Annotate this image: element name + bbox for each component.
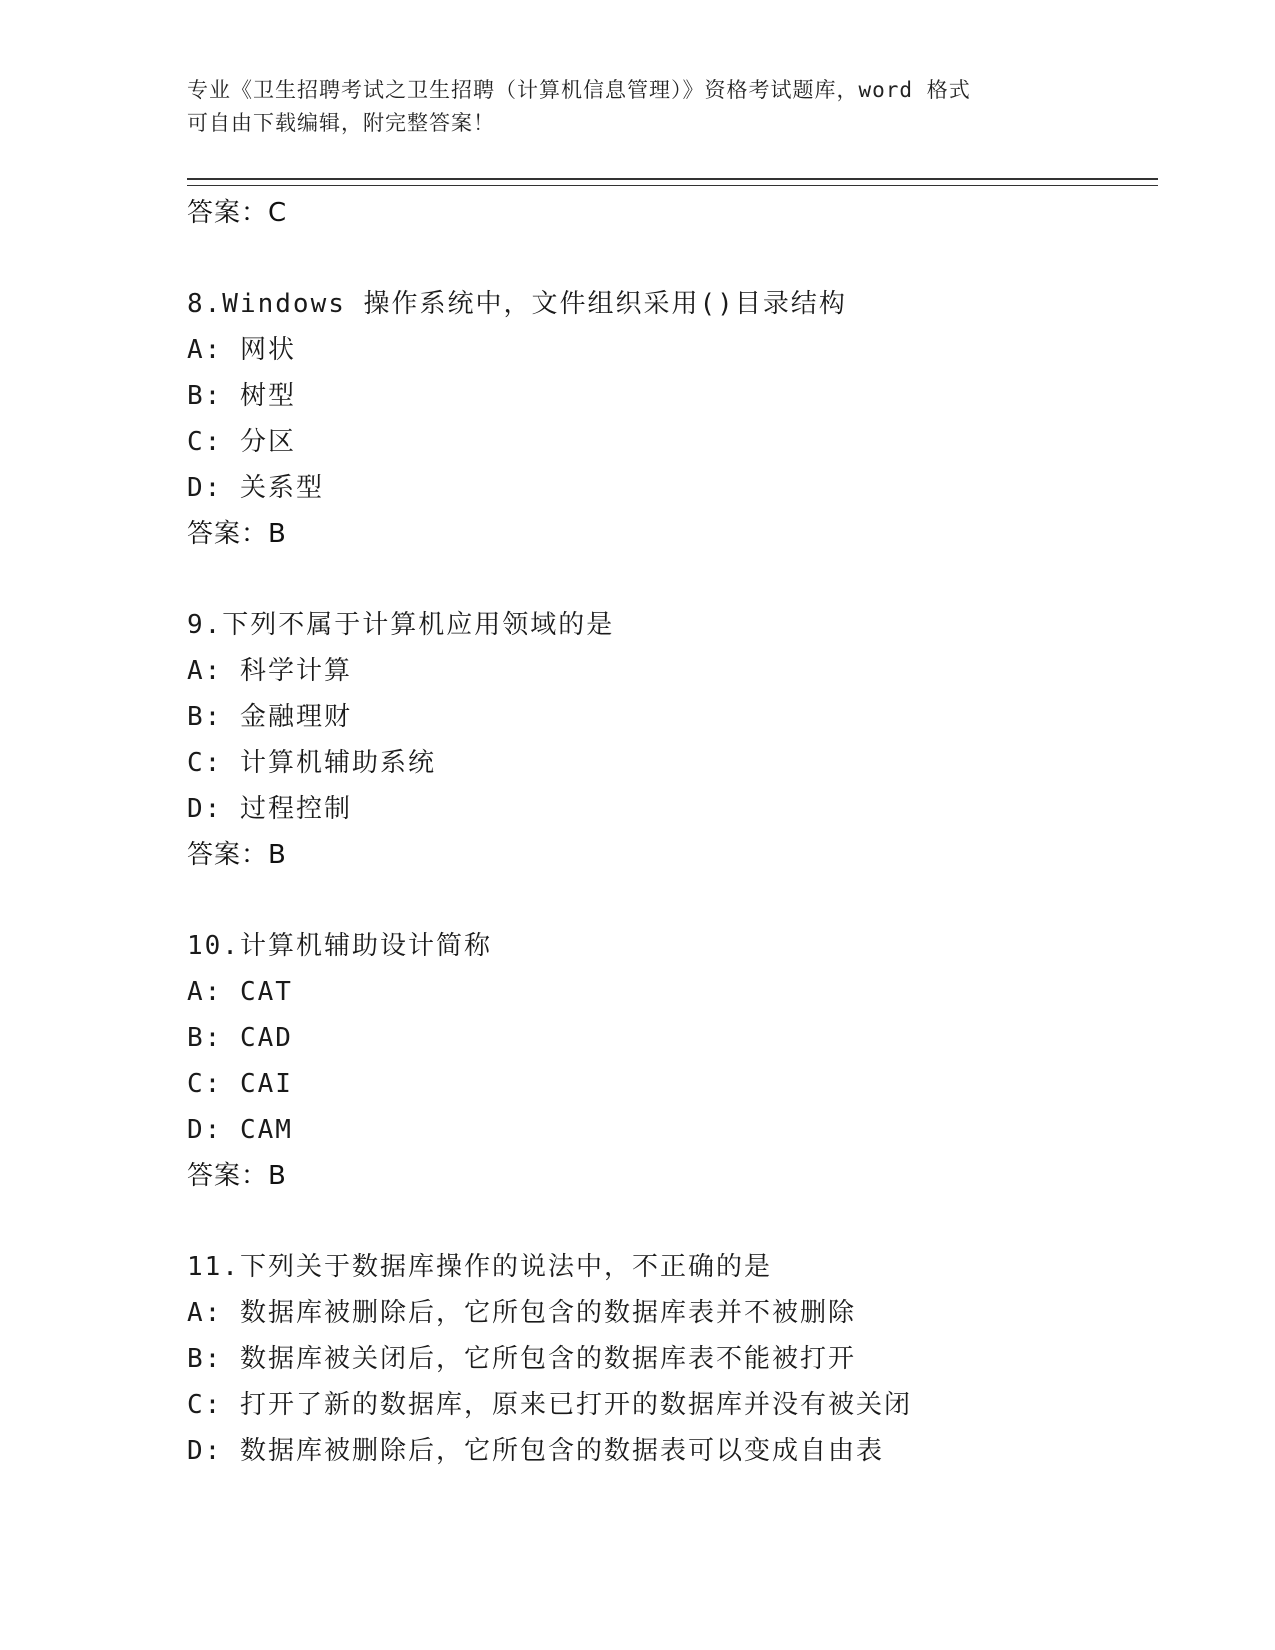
option-c: C: 计算机辅助系统 bbox=[187, 748, 436, 778]
question-stem: 11.下列关于数据库操作的说法中，不正确的是 bbox=[187, 1252, 772, 1282]
option-a: A: 数据库被删除后，它所包含的数据库表并不被删除 bbox=[187, 1298, 856, 1328]
option-c: C: 分区 bbox=[187, 427, 296, 457]
option-b: B: 金融理财 bbox=[187, 702, 352, 732]
question-stem: 9.下列不属于计算机应用领域的是 bbox=[187, 610, 615, 640]
option-c: C: 打开了新的数据库，原来已打开的数据库并没有被关闭 bbox=[187, 1390, 912, 1420]
question-stem: 10.计算机辅助设计简称 bbox=[187, 931, 492, 961]
spacer bbox=[187, 557, 1158, 602]
answer-line: 答案：B bbox=[187, 519, 287, 549]
answer-line: 答案：C bbox=[187, 198, 288, 228]
header-line-2: 可自由下载编辑，附完整答案！ bbox=[187, 111, 495, 135]
option-a: A: 网状 bbox=[187, 335, 296, 365]
question-block bbox=[187, 1244, 1158, 1474]
answer-line: 答案：B bbox=[187, 840, 287, 870]
header-line-1: 专业《卫生招聘考试之卫生招聘（计算机信息管理）》资格考试题库，word 格式 bbox=[187, 78, 971, 102]
option-d: D: 过程控制 bbox=[187, 794, 352, 824]
spacer bbox=[187, 878, 1158, 923]
option-d: D: 数据库被删除后，它所包含的数据表可以变成自由表 bbox=[187, 1436, 884, 1466]
header-divider bbox=[187, 178, 1158, 186]
question-block bbox=[187, 923, 1158, 1199]
document-header bbox=[187, 74, 1067, 140]
option-a: A: CAT bbox=[187, 977, 293, 1007]
question-stem: 8.Windows 操作系统中，文件组织采用()目录结构 bbox=[187, 289, 847, 319]
spacer bbox=[187, 236, 1158, 281]
answer-line: 答案：B bbox=[187, 1161, 287, 1191]
option-b: B: CAD bbox=[187, 1023, 293, 1053]
option-b: B: 数据库被关闭后，它所包含的数据库表不能被打开 bbox=[187, 1344, 856, 1374]
question-list bbox=[187, 190, 1158, 1474]
option-a: A: 科学计算 bbox=[187, 656, 352, 686]
option-d: D: 关系型 bbox=[187, 473, 324, 503]
option-b: B: 树型 bbox=[187, 381, 296, 411]
option-c: C: CAI bbox=[187, 1069, 293, 1099]
question-block bbox=[187, 281, 1158, 557]
question-block bbox=[187, 602, 1158, 878]
option-d: D: CAM bbox=[187, 1115, 293, 1145]
spacer bbox=[187, 1199, 1158, 1244]
